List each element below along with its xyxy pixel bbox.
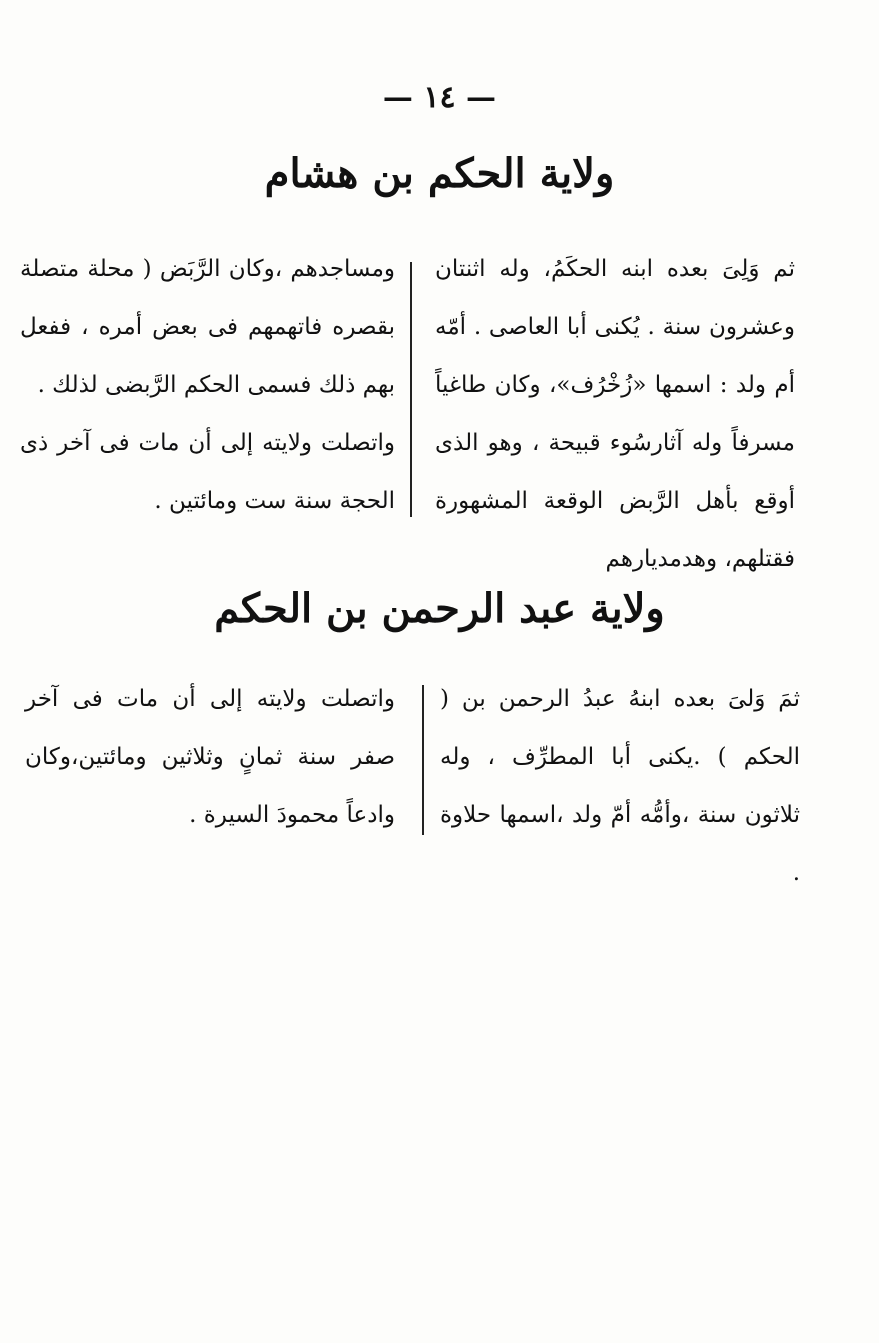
section2-right-column [440,670,800,902]
paragraph: واتصلت ولايته إلى أن مات فى آخر صفر سنة ثمانٍ وثلاثين ومائتين،وكان وادعاً محمودَ السيرة . [25,686,395,828]
column-divider [410,262,412,517]
section1-left-column [20,240,395,530]
paragraph: ثم وَلِىَ بعده ابنه الحكَمُ، وله اثنتان وعشرون سنة . يُكنى أبا العاصى . أمّه أم ولد : اسمها «زُخْرُف»، وكان طاغياً مسرفاً وله آثارسُوء قبيحة ، وهو الذى أوقع بأهل الرَّبض الوقعة المشهورة فقتلهم، وهدمديارهم [435,256,795,572]
section1-right-column [435,240,795,588]
section-title-hakam: ولاية الحكم بن هشام [264,150,615,197]
paragraph: ثمَ وَلىَ بعده ابنهُ عبدُ الرحمن بن ( الحكم ) .يكنى أبا المطرِّف ، وله ثلاثون سنة ،وأمُّه أمّ ولد ،اسمها حلاوة . [440,686,800,886]
paragraph: ومساجدهم ،وكان الرَّبَض ( محلة متصلة بقصره فاتهمهم فى بعض أمره ، ففعل بهم ذلك فسمى الحكم الرَّبضى لذلك . [20,256,395,398]
paragraph: واتصلت ولايته إلى أن مات فى آخر ذى الحجة سنة ست ومائتين . [20,430,395,514]
column-divider [422,685,424,835]
section-title-abd-al-rahman: ولاية عبد الرحمن بن الحكم [214,585,665,632]
section2-left-column [25,670,395,844]
page-number: — ١٤ — [382,80,497,115]
